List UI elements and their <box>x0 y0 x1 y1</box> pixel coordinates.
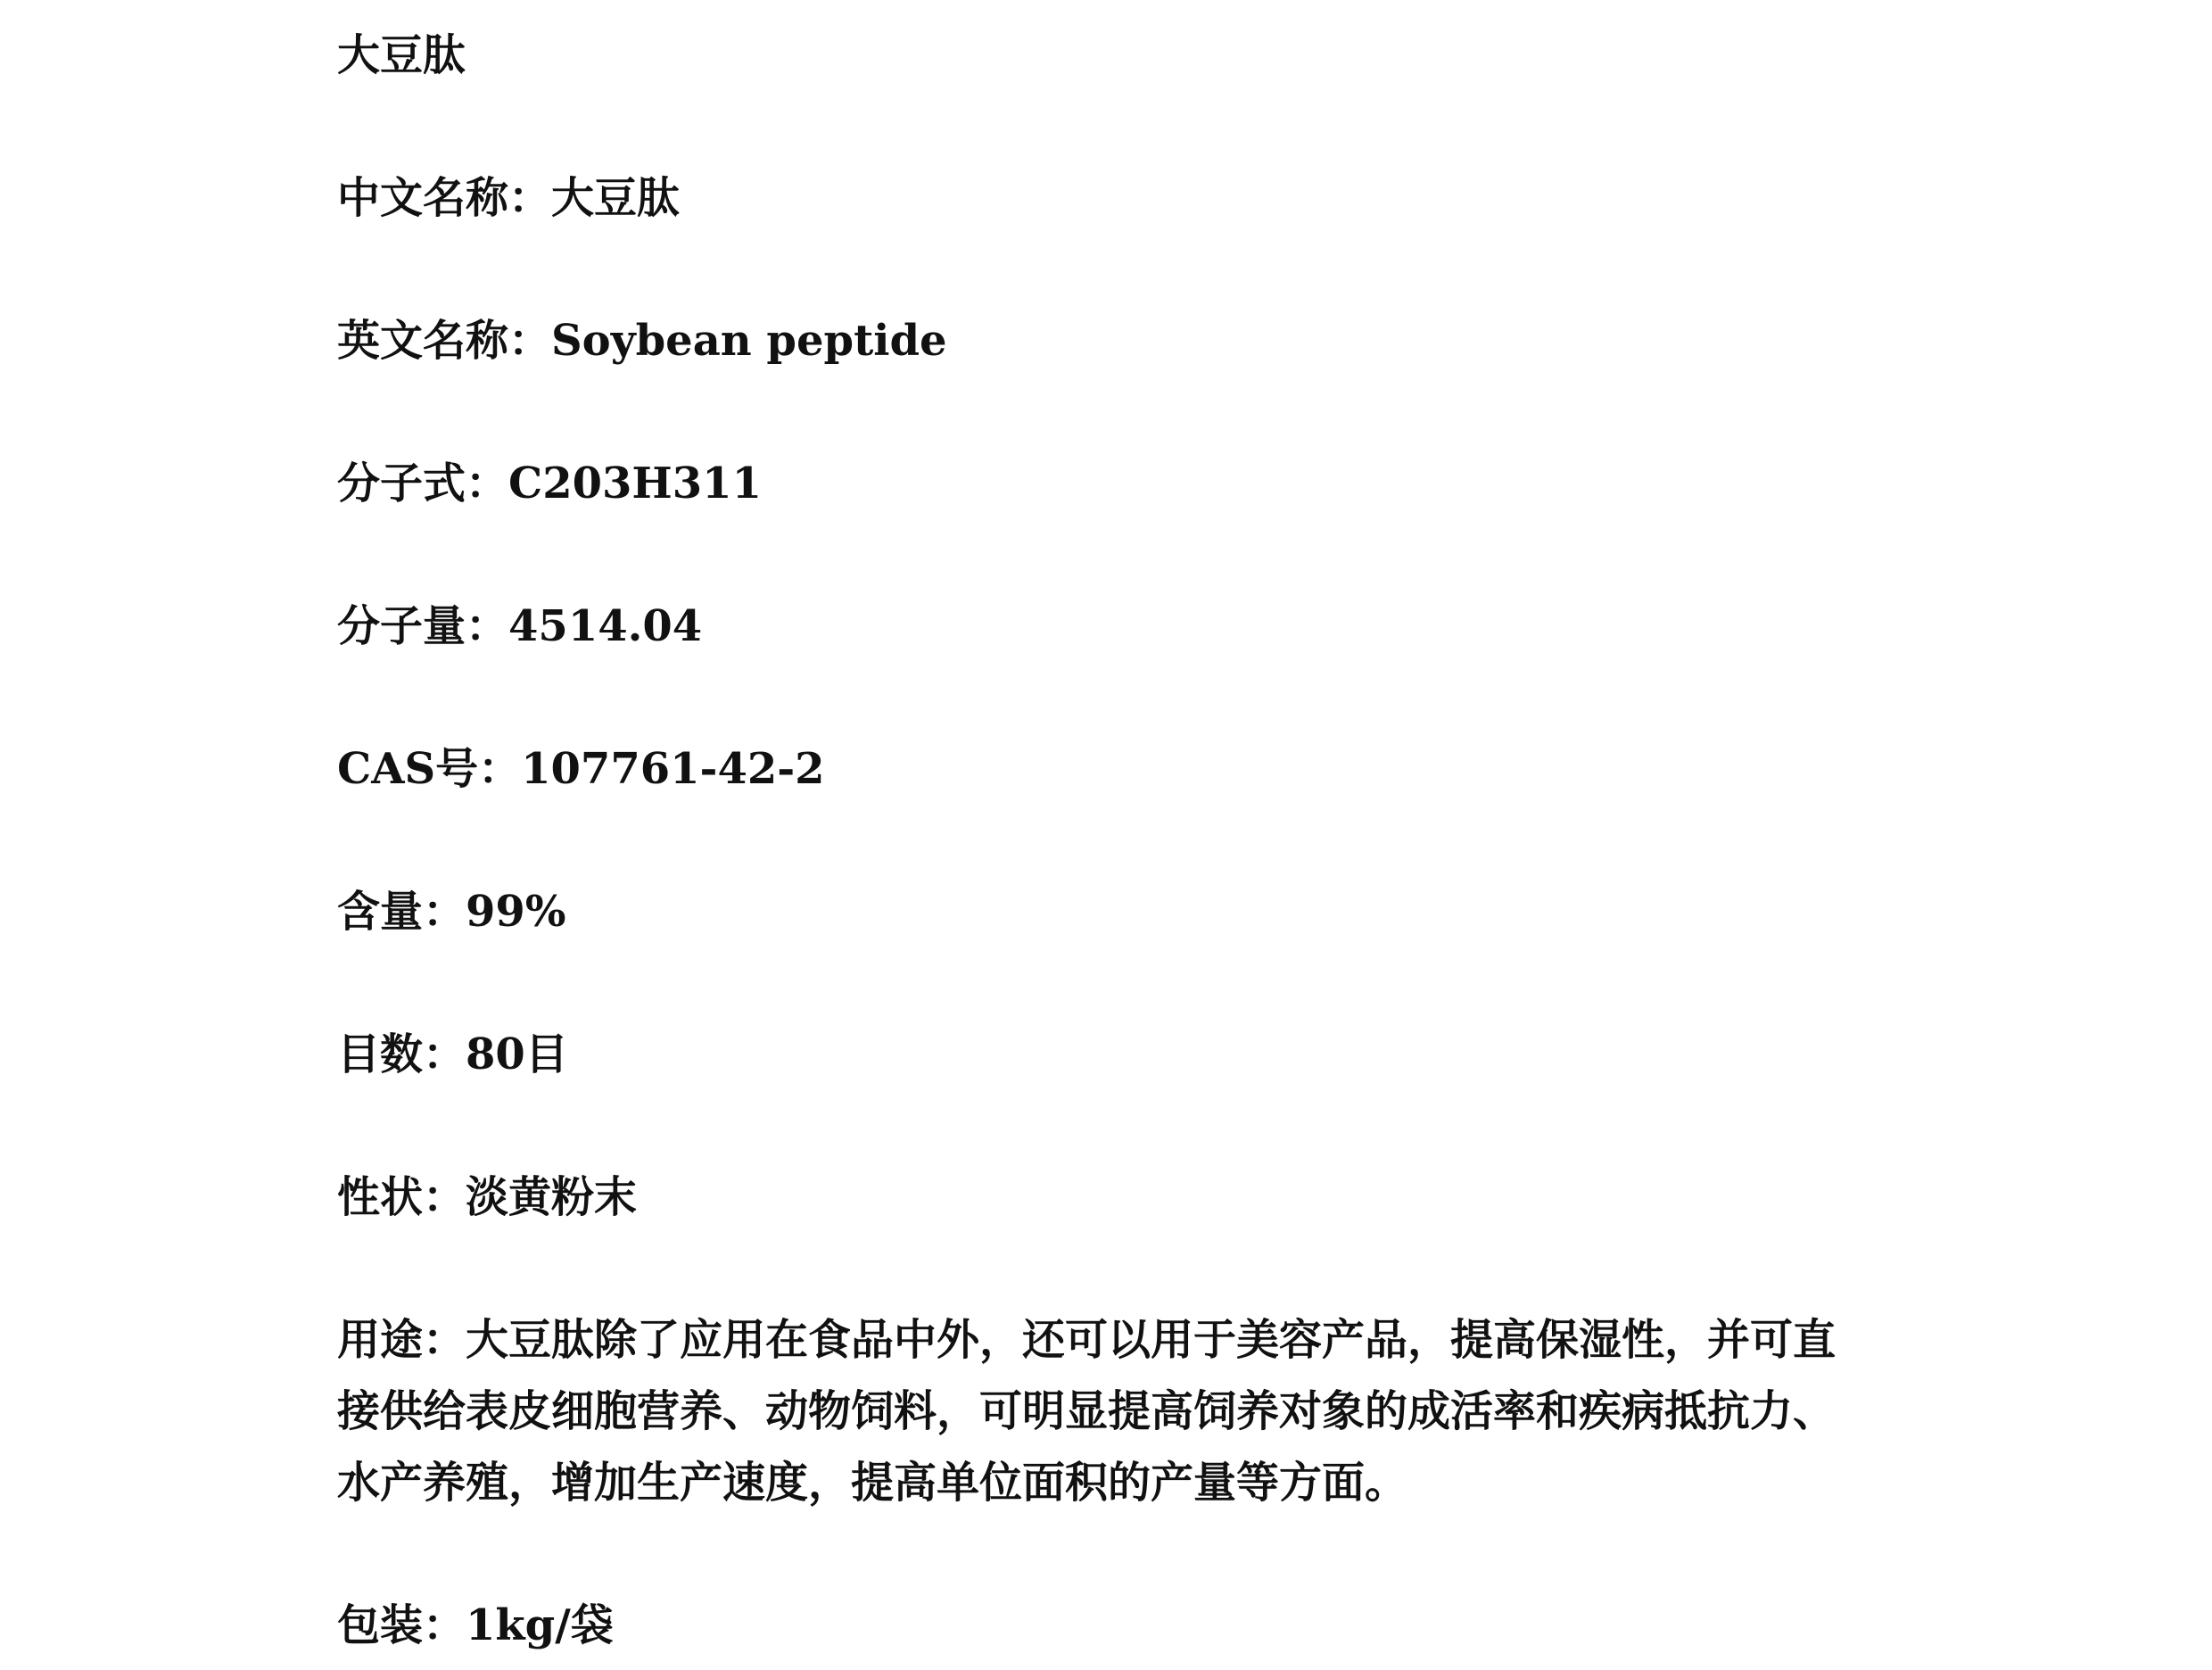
field-packaging <box>337 1590 1871 1661</box>
field-label: 英文名称： <box>337 316 552 366</box>
field-label: 分子量： <box>337 601 509 651</box>
field-content <box>337 876 1871 947</box>
field-value: C203H311 <box>508 459 762 508</box>
field-label: 包装： <box>337 1600 466 1650</box>
field-value: 淡黄粉末 <box>466 1172 638 1222</box>
field-mesh <box>337 1019 1871 1090</box>
field-english-name <box>337 305 1871 376</box>
field-molecular-weight <box>337 591 1871 662</box>
field-value: 1kg/袋 <box>466 1600 614 1650</box>
field-value: 4514.04 <box>508 601 703 651</box>
field-label: 含量： <box>337 887 466 937</box>
field-label: 性状： <box>337 1172 466 1222</box>
field-usage <box>337 1304 1871 1518</box>
field-label: 目数： <box>337 1029 466 1079</box>
field-chinese-name <box>337 162 1871 234</box>
field-appearance <box>337 1162 1871 1233</box>
field-value: 99% <box>466 887 566 937</box>
field-label: 用途： <box>337 1315 466 1365</box>
field-value: 大豆肽除了应用在食品中外，还可以用于美容产品，提高保湿性，并可直接供给表皮细胞营养、动物饲料，可明显提高饲养对象的成活率和疾病抵抗力、水产养殖，增加生产速度，提高单位面积的产量等方面。 <box>337 1315 1836 1508</box>
field-label: CAS号： <box>337 744 522 794</box>
field-value: 107761-42-2 <box>521 744 825 794</box>
field-cas-number <box>337 733 1871 805</box>
field-value: Soybean peptide <box>551 316 947 366</box>
field-molecular-formula <box>337 448 1871 519</box>
document-title: 大豆肽 <box>337 30 466 80</box>
field-label: 分子式： <box>337 459 509 508</box>
field-label: 中文名称： <box>337 173 552 223</box>
field-value: 大豆肽 <box>551 173 681 223</box>
field-value: 80目 <box>466 1029 568 1079</box>
